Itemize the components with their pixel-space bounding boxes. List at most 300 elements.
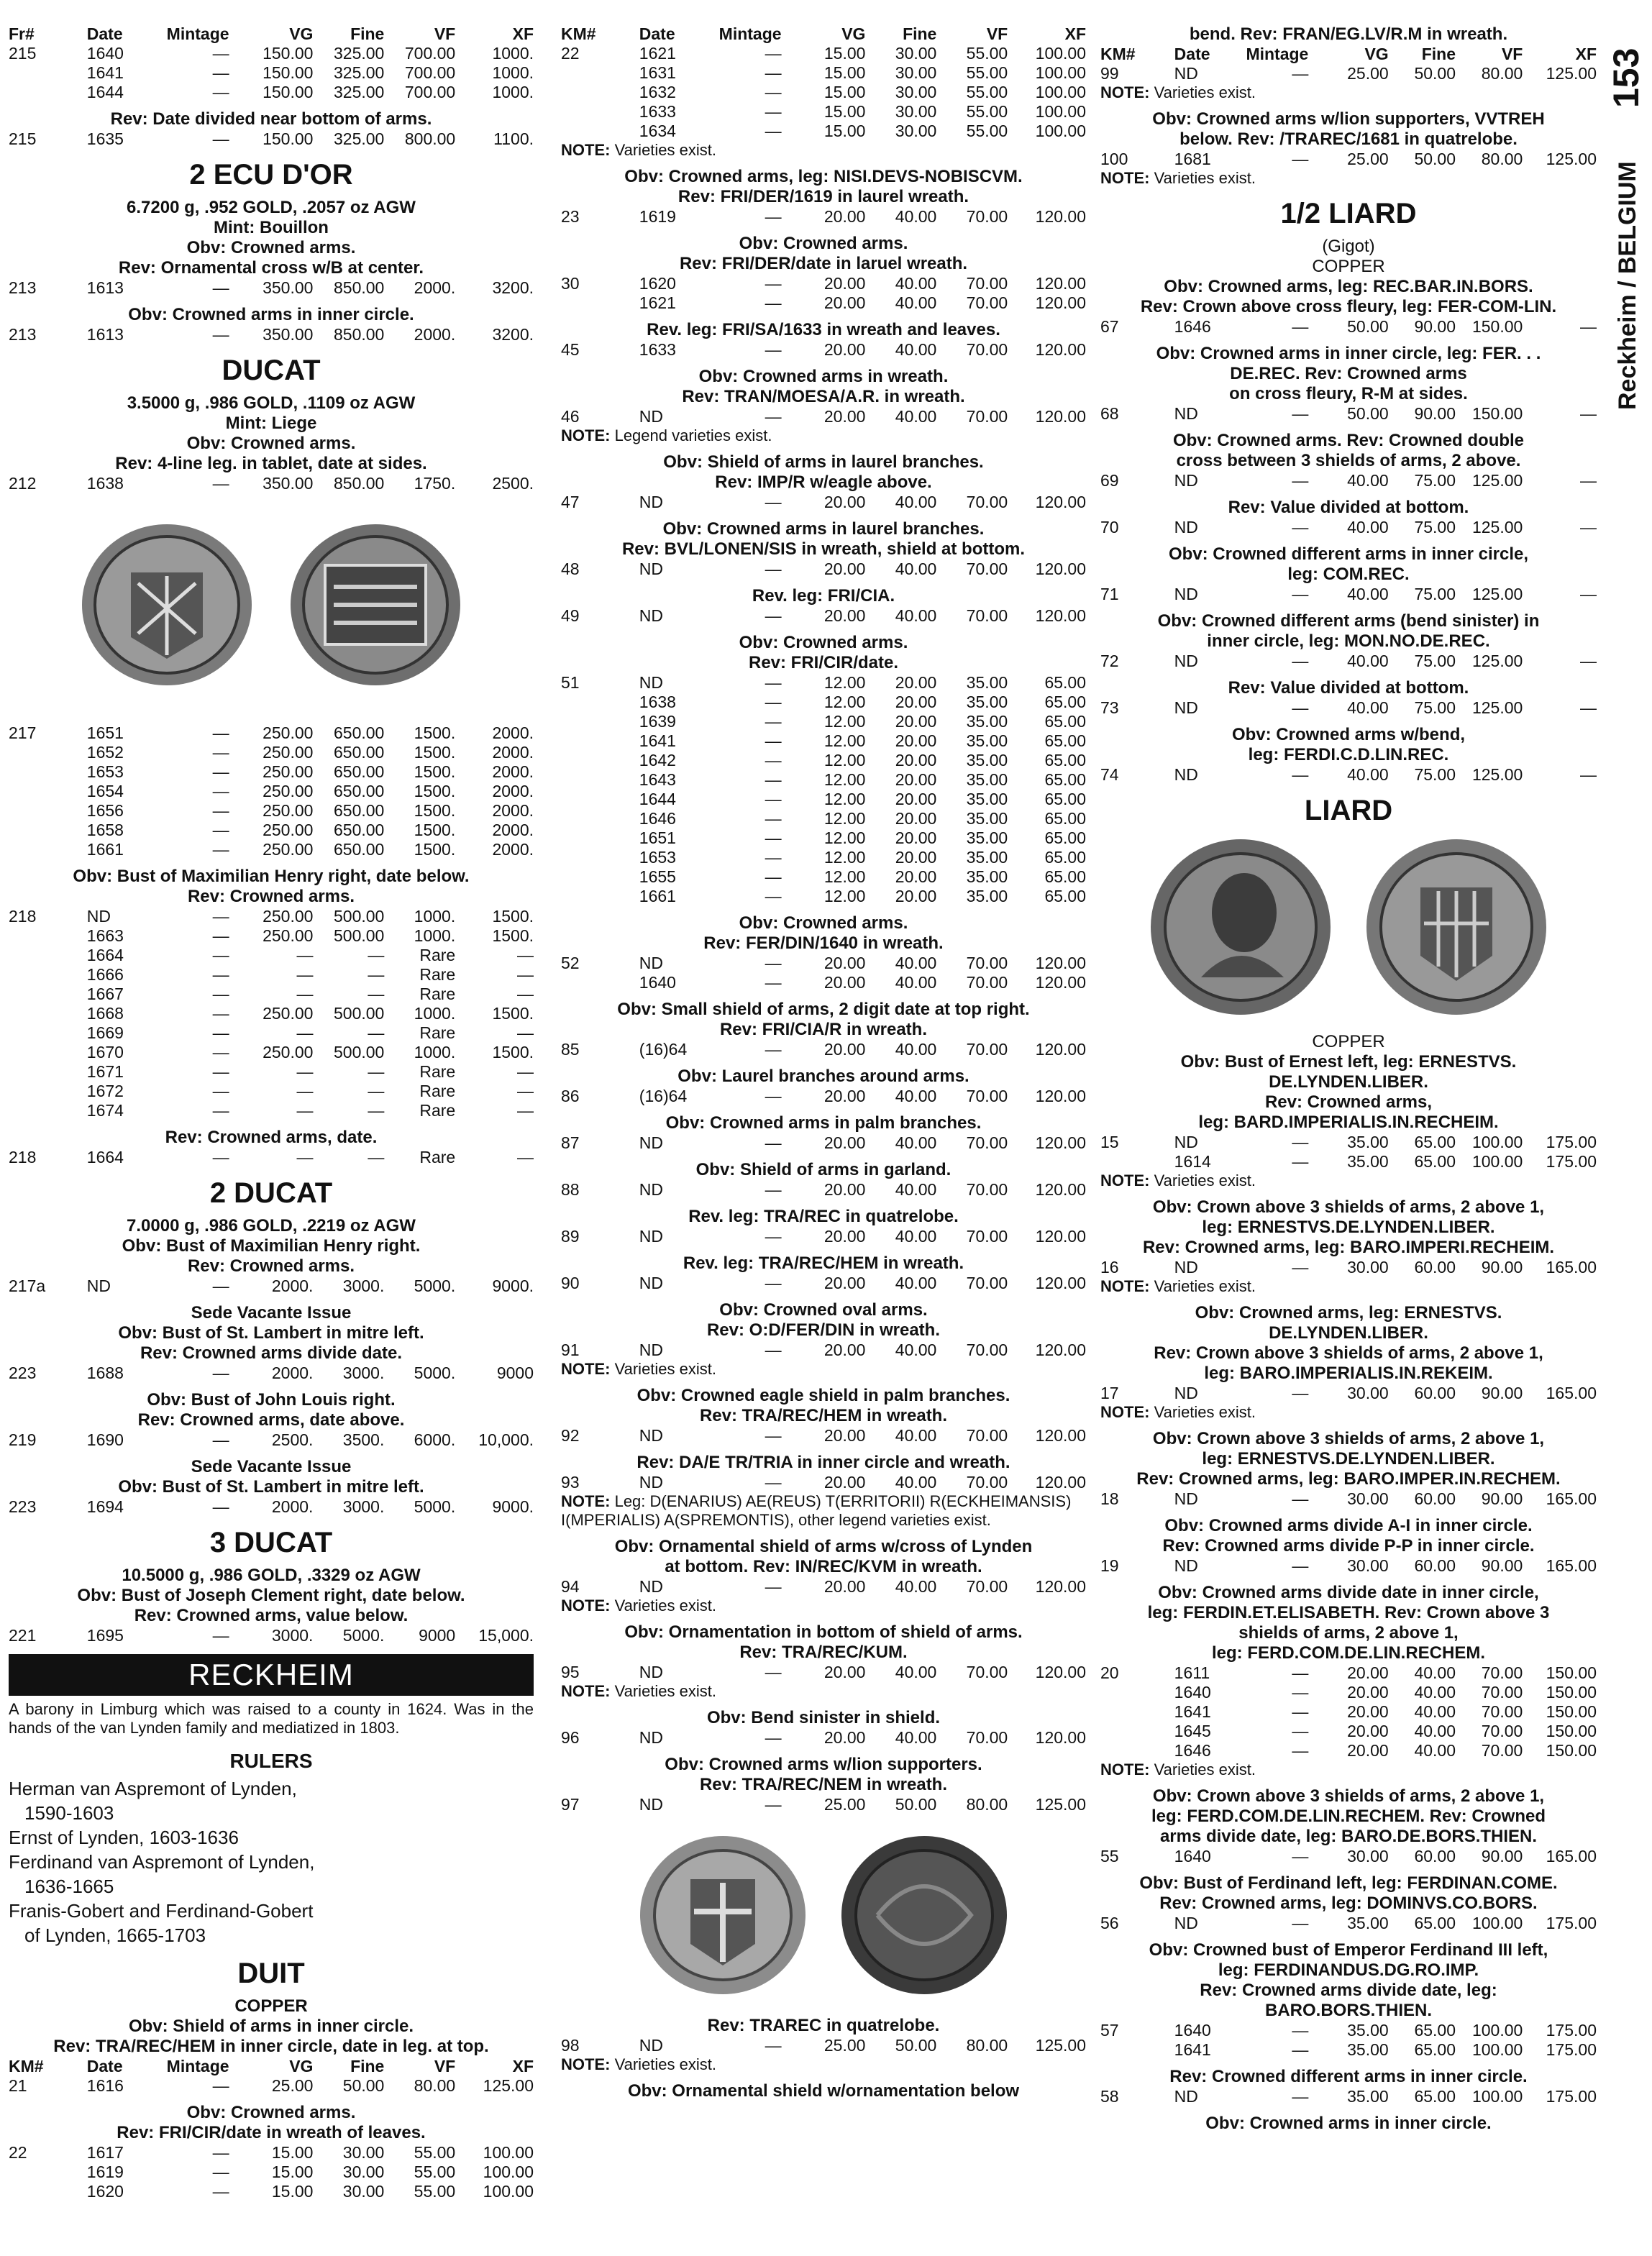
cell-fine: 60.00	[1414, 1258, 1456, 1277]
cell-vf: 90.00	[1481, 1384, 1523, 1402]
caption: Rev: Value divided at bottom.	[1228, 498, 1469, 517]
table-row	[561, 887, 1086, 906]
cell-mintage: —	[212, 782, 229, 800]
caption: cross between 3 shields of arms, 2 above.	[1176, 451, 1521, 470]
cell-date: 1661	[86, 840, 124, 859]
cell-mintage: —	[212, 1148, 229, 1166]
table-row	[561, 731, 1086, 751]
cell-vg: 25.00	[271, 2076, 314, 2095]
table-row	[561, 954, 1086, 973]
caption: Obv: Bend sinister in shield.	[706, 1708, 941, 1727]
cell-fine: 40.00	[895, 1274, 937, 1292]
caption: Obv: Crowned arms.	[739, 633, 908, 652]
table-rows	[561, 2036, 1086, 2055]
cell-vf: 70.00	[966, 1274, 1008, 1292]
note	[1100, 1277, 1597, 1296]
cell-date: 1645	[1174, 1722, 1211, 1740]
denomination-title: 1/2 LIARD	[1280, 198, 1417, 229]
caption: Obv: Bust of Maximilian Henry right, date below.	[73, 867, 470, 886]
cell-fine: 650.00	[333, 840, 385, 859]
note-text: Varieties exist.	[1154, 169, 1256, 187]
cell-date: ND	[639, 1795, 664, 1814]
caption: Rev. leg: FRI/SA/1633 in wreath and leaves.	[647, 320, 1000, 339]
cell-xf: 10,000.	[478, 1430, 534, 1449]
cell-vf: 70.00	[966, 1227, 1008, 1246]
caption: Rev: Crown above 3 shields of arms, 2 above 1,	[1154, 1343, 1543, 1363]
cell-date: 1616	[86, 2076, 124, 2095]
cell-xf: 120.00	[1035, 1087, 1087, 1105]
caption: leg: BARD.IMPERIALIS.IN.RECHEIM.	[1198, 1113, 1499, 1132]
cell-vf: 6000.	[414, 1430, 456, 1449]
cell-mintage: —	[1292, 471, 1309, 490]
cell-date: ND	[639, 1180, 664, 1199]
note-label: NOTE:	[1100, 1760, 1150, 1778]
cell-km	[561, 83, 639, 102]
table-rows	[1100, 518, 1597, 537]
cell-vf: 2000.	[414, 325, 456, 344]
cell-fine: 650.00	[333, 762, 385, 781]
cell-xf: 120.00	[1035, 1728, 1087, 1747]
table-rows	[1100, 585, 1597, 604]
cell-vf: 100.00	[1471, 2021, 1523, 2040]
cell-vf: 70.00	[966, 954, 1008, 972]
cell-vg: 30.00	[1347, 1384, 1389, 1402]
cell-vf: 90.00	[1481, 1847, 1523, 1865]
header-cell-mintage: Mintage	[166, 24, 229, 43]
cell-vf: 35.00	[966, 867, 1008, 886]
cell-vg: 20.00	[1347, 1702, 1389, 1721]
cell-mintage: —	[765, 693, 782, 711]
table-row	[9, 278, 534, 298]
coin-reverse-image	[834, 1829, 1014, 2001]
cell-vf: 90.00	[1481, 1556, 1523, 1575]
cell-vf: 80.00	[1481, 150, 1523, 168]
cell-fine: 40.00	[895, 493, 937, 511]
cell-km: 72	[1100, 652, 1119, 670]
table-row	[9, 1043, 534, 1062]
cell-xf: 175.00	[1546, 2021, 1597, 2040]
cell-km: 67	[1100, 317, 1119, 336]
caption: Rev: FRI/CIA/R in wreath.	[719, 1020, 928, 1039]
cell-km	[561, 693, 639, 712]
header-cell-xf: XF	[512, 24, 534, 43]
cell-xf: 120.00	[1035, 1274, 1087, 1292]
cell-mintage: —	[765, 1227, 782, 1246]
column-1	[9, 24, 534, 2201]
cell-xf: 120.00	[1035, 407, 1087, 426]
caption: Rev: Crowned arms,	[1264, 1092, 1433, 1112]
cell-km	[9, 63, 87, 83]
header-cell-km: KM#	[9, 2057, 44, 2075]
caption: Obv: Crowned oval arms.	[719, 1300, 928, 1320]
note-label: NOTE:	[561, 1492, 611, 1510]
cell-vf: 125.00	[1471, 585, 1523, 603]
cell-mintage: —	[765, 751, 782, 769]
cell-km: 100	[1100, 150, 1128, 168]
cell-date: ND	[639, 1341, 664, 1359]
cell-xf: 120.00	[1035, 1473, 1087, 1492]
cell-km: 94	[561, 1577, 580, 1596]
cell-mintage: —	[212, 965, 229, 984]
cell-date: 1640	[86, 44, 124, 63]
cell-vg: 20.00	[823, 340, 866, 359]
reverse: Rev: Crowned arms, value below.	[134, 1606, 409, 1625]
obverse: Obv: Bust of Maximilian Henry right.	[122, 1236, 421, 1256]
cell-fine: 30.00	[342, 2182, 385, 2201]
cell-fine: 850.00	[333, 325, 385, 344]
cell-date: 1653	[639, 848, 676, 867]
cell-date: ND	[1174, 404, 1198, 423]
cell-vf: 35.00	[966, 887, 1008, 905]
caption: leg: FERD.COM.DE.LIN.RECHEM. Rev: Crowned	[1151, 1807, 1546, 1826]
note-text: Varieties exist.	[614, 1360, 716, 1378]
table-rows	[561, 340, 1086, 360]
cell-km	[1100, 1741, 1174, 1760]
note-text: Varieties exist.	[614, 1597, 716, 1615]
cell-xf: 120.00	[1035, 293, 1087, 312]
cell-fine: 650.00	[333, 723, 385, 742]
cell-mintage: —	[1292, 2040, 1309, 2059]
ruler-line: Ferdinand van Aspremont of Lynden,	[9, 1851, 315, 1873]
cell-fine: 20.00	[895, 867, 937, 886]
cell-vf: 55.00	[966, 63, 1008, 82]
caption: leg: FERDI.C.D.LIN.REC.	[1248, 745, 1449, 764]
caption: Rev: FER/DIN/1640 in wreath.	[703, 933, 944, 953]
cell-fine: 40.00	[895, 293, 937, 312]
cell-mintage: —	[1292, 64, 1309, 83]
cell-fine: 650.00	[333, 821, 385, 839]
cell-vg: 35.00	[1347, 2021, 1389, 2040]
ruler-line: Ernst of Lynden, 1603-1636	[9, 1827, 239, 1848]
header-cell-fine: Fine	[1421, 45, 1456, 63]
cell-vf: Rare	[419, 965, 456, 984]
cell-mintage: —	[765, 274, 782, 293]
cell-vf: 100.00	[1471, 1152, 1523, 1171]
table-row	[9, 1082, 534, 1101]
header-cell-vg: VG	[289, 24, 314, 43]
note-label: NOTE:	[561, 141, 611, 159]
cell-mintage: —	[1292, 585, 1309, 603]
table-row	[561, 751, 1086, 770]
cell-fine: 500.00	[333, 1043, 385, 1061]
cell-xf: —	[517, 1062, 534, 1081]
cell-fine: 650.00	[333, 743, 385, 762]
cell-mintage: —	[1292, 1741, 1309, 1760]
cell-date: 1653	[86, 762, 124, 781]
header-cell-vf: VF	[986, 24, 1008, 43]
cell-fine: —	[368, 946, 385, 964]
table-row	[1100, 2040, 1597, 2060]
note	[561, 1597, 1086, 1615]
cell-date: ND	[1174, 1556, 1198, 1575]
cell-date: ND	[1174, 64, 1198, 83]
cell-date: ND	[1174, 1133, 1198, 1151]
table-row	[561, 1728, 1086, 1748]
table-rows	[1100, 317, 1597, 337]
cell-mintage: —	[1292, 1489, 1309, 1508]
cell-xf: 175.00	[1546, 1133, 1597, 1151]
cell-date: 1613	[86, 278, 124, 297]
cell-km: 92	[561, 1426, 580, 1445]
cell-vg: 35.00	[1347, 1133, 1389, 1151]
table-row	[561, 1795, 1086, 1814]
cell-vg: 15.00	[823, 122, 866, 140]
cell-km: 223	[9, 1497, 37, 1516]
cell-fine: 3000.	[342, 1364, 385, 1382]
cell-vg: —	[296, 1023, 314, 1042]
cell-date: 1641	[1174, 1702, 1211, 1721]
table-row	[561, 1180, 1086, 1200]
caption: Rev: Crowned arms, leg: DOMINVS.CO.BORS.	[1159, 1894, 1538, 1913]
cell-xf: —	[1580, 585, 1597, 603]
cell-mintage: —	[212, 2163, 229, 2181]
cell-date: 1667	[86, 985, 124, 1003]
caption: Obv: Crowned arms, leg: REC.BAR.IN.BORS.	[1164, 277, 1533, 296]
cell-vg: 25.00	[1347, 64, 1389, 83]
cell-mintage: —	[212, 946, 229, 964]
cell-km: 58	[1100, 2087, 1119, 2106]
cell-fine: 40.00	[895, 1426, 937, 1445]
cell-date: ND	[1174, 1914, 1198, 1932]
cell-km: 48	[561, 560, 580, 578]
note	[561, 1682, 1086, 1701]
cell-vf: 700.00	[404, 63, 456, 82]
cell-date: 1613	[86, 325, 124, 344]
caption: leg: ERNESTVS.DE.LYNDEN.LIBER.	[1202, 1449, 1495, 1469]
cell-xf: 65.00	[1044, 809, 1087, 828]
cell-vf: 35.00	[966, 828, 1008, 847]
cell-mintage: —	[765, 1473, 782, 1492]
cell-vf: 35.00	[966, 751, 1008, 769]
cell-vf: 1500.	[414, 743, 456, 762]
cell-km: 213	[9, 325, 37, 344]
cell-vg: 20.00	[823, 1087, 866, 1105]
cell-km: 215	[9, 44, 37, 63]
table-rows	[561, 1795, 1086, 1814]
table-row	[561, 1663, 1086, 1682]
cell-vf: 125.00	[1471, 765, 1523, 784]
cell-mintage: —	[765, 2036, 782, 2055]
cell-km: 213	[9, 278, 37, 297]
cell-vf: 125.00	[1471, 698, 1523, 717]
table-row	[1100, 471, 1597, 490]
cell-date: ND	[86, 1277, 111, 1295]
table-row	[9, 83, 534, 102]
cell-xf: 165.00	[1546, 1384, 1597, 1402]
cell-vg: 20.00	[823, 493, 866, 511]
obverse: Obv: Crowned arms.	[186, 238, 356, 257]
reverse: Rev: TRA/REC/HEM in inner circle, date in leg. at top.	[53, 2037, 489, 2056]
cell-xf: —	[1580, 765, 1597, 784]
cell-vg: 30.00	[1347, 1258, 1389, 1277]
cell-vg: 15.00	[823, 44, 866, 63]
cell-date: 1633	[639, 340, 676, 359]
table-rows	[561, 1663, 1086, 1682]
table-rows	[561, 1577, 1086, 1597]
column-3	[1100, 24, 1597, 2134]
cell-xf: 1000.	[492, 83, 534, 101]
coin-obverse-image	[1144, 834, 1338, 1020]
cell-xf: 9000	[496, 1364, 534, 1382]
cell-date: 1638	[86, 474, 124, 493]
column-2	[561, 24, 1086, 2101]
cell-vf: 80.00	[966, 2036, 1008, 2055]
table-row	[561, 770, 1086, 790]
cell-date: 1668	[86, 1004, 124, 1023]
cell-mintage: —	[212, 801, 229, 820]
note	[1100, 169, 1597, 188]
table-row	[561, 1087, 1086, 1106]
table-row	[1100, 1847, 1597, 1866]
cell-date: 1640	[1174, 2021, 1211, 2040]
cell-vg: 35.00	[1347, 2087, 1389, 2106]
cell-xf: 1500.	[492, 1004, 534, 1023]
table-rows	[561, 1473, 1086, 1492]
table-row	[561, 2036, 1086, 2055]
ruler-line: of Lynden, 1665-1703	[24, 1924, 206, 1946]
caption: BARO.BORS.THIEN.	[1264, 2001, 1432, 2020]
caption: DE.REC. Rev: Crowned arms	[1230, 364, 1467, 383]
cell-mintage: —	[1292, 1384, 1309, 1402]
cell-mintage: —	[765, 1040, 782, 1059]
cell-mintage: —	[212, 907, 229, 926]
table-row	[9, 985, 534, 1004]
cell-km: 70	[1100, 518, 1119, 536]
table-rows	[9, 2076, 534, 2096]
cell-fine: 60.00	[1414, 1847, 1456, 1865]
cell-date: ND	[639, 493, 664, 511]
cell-vf: 1000.	[414, 907, 456, 926]
table-row	[561, 274, 1086, 293]
caption: DE.LYNDEN.LIBER.	[1269, 1072, 1428, 1092]
table-rows	[1100, 150, 1597, 169]
cell-xf: 65.00	[1044, 828, 1087, 847]
table-row	[1100, 150, 1597, 169]
cell-xf: 120.00	[1035, 954, 1087, 972]
table-row	[561, 1341, 1086, 1360]
cell-vg: 15.00	[823, 83, 866, 101]
cell-km: 30	[561, 274, 580, 293]
cell-xf: 120.00	[1035, 606, 1087, 625]
table-rows	[561, 1087, 1086, 1106]
cell-km	[561, 63, 639, 83]
cell-mintage: —	[765, 63, 782, 82]
cell-xf: 2000.	[492, 801, 534, 820]
cell-mintage: —	[212, 44, 229, 63]
cell-vf: 100.00	[1471, 1133, 1523, 1151]
cell-xf: —	[517, 946, 534, 964]
coin-photo-duit	[561, 1829, 1086, 2001]
header-cell-xf: XF	[1575, 45, 1597, 63]
table-row	[9, 926, 534, 946]
table-rows	[9, 325, 534, 344]
note-text: Legend varieties exist.	[614, 426, 772, 444]
cell-fine: 75.00	[1414, 652, 1456, 670]
cell-date: 1640	[639, 973, 676, 992]
caption: below. Rev: /TRAREC/1681 in quatrelobe.	[1179, 129, 1518, 149]
cell-xf: 125.00	[1035, 1795, 1087, 1814]
cell-km: 217	[9, 723, 37, 742]
caption: Rev: TRA/REC/HEM in wreath.	[699, 1406, 948, 1425]
coin-obverse-image	[73, 515, 260, 695]
cell-vf: 70.00	[966, 606, 1008, 625]
cell-mintage: —	[212, 325, 229, 344]
cell-date: 1633	[639, 102, 676, 121]
cell-fine: 20.00	[895, 751, 937, 769]
cell-date: 1672	[86, 1082, 124, 1100]
cell-vg: —	[296, 965, 314, 984]
cell-date: 1646	[1174, 1741, 1211, 1760]
cell-xf: 100.00	[1035, 102, 1087, 121]
table-row	[1100, 1258, 1597, 1277]
cell-fine: 60.00	[1414, 1556, 1456, 1575]
cell-xf: —	[517, 1023, 534, 1042]
table-row	[561, 973, 1086, 992]
cell-mintage: —	[1292, 1663, 1309, 1682]
cell-date: 1641	[1174, 2040, 1211, 2059]
caption: Obv: Crowned arms, leg: NISI.DEVS-NOBISCVM.	[624, 167, 1023, 186]
cell-vf: 70.00	[966, 1040, 1008, 1059]
caption: Obv: Crowned arms.	[186, 2103, 356, 2122]
cell-vf: 1000.	[414, 926, 456, 945]
header-cell-km: KM#	[1100, 45, 1136, 63]
cell-km: 212	[9, 474, 37, 493]
running-header	[1605, 22, 1648, 424]
cell-vf: 5000.	[414, 1277, 456, 1295]
cell-fine: 3000.	[342, 1277, 385, 1295]
table-row	[1100, 1722, 1597, 1741]
cell-km	[561, 973, 639, 992]
caption: leg: FERD.COM.DE.LIN.RECHEM.	[1211, 1643, 1485, 1663]
cell-date: 1619	[639, 207, 676, 226]
caption: Obv: Bust of Ernest left, leg: ERNESTVS.	[1180, 1052, 1517, 1072]
cell-fine: 40.00	[1414, 1702, 1456, 1721]
cell-vf: 70.00	[966, 274, 1008, 293]
cell-xf: —	[1580, 404, 1597, 423]
table-rows	[561, 1274, 1086, 1293]
cell-vf: 55.00	[966, 122, 1008, 140]
cell-date: ND	[639, 2036, 664, 2055]
cell-mintage: —	[212, 1626, 229, 1645]
cell-fine: 40.00	[895, 274, 937, 293]
header-cell-vf: VF	[434, 24, 456, 43]
cell-km: 47	[561, 493, 580, 511]
denomination-title: 2 DUCAT	[209, 1177, 333, 1209]
caption: Obv: Crown above 3 shields of arms, 2 above 1,	[1152, 1429, 1545, 1448]
cell-date: 1632	[639, 83, 676, 101]
cell-mintage: —	[1292, 518, 1309, 536]
cell-km	[9, 2182, 87, 2201]
cell-date: 1639	[639, 712, 676, 731]
cell-date: 1661	[639, 887, 676, 905]
table-header	[1100, 45, 1597, 64]
cell-mintage: —	[212, 985, 229, 1003]
cell-date: 1646	[639, 809, 676, 828]
cell-km: 219	[9, 1430, 37, 1449]
cell-km: 91	[561, 1341, 580, 1359]
header-cell-date: Date	[639, 24, 675, 43]
cell-fine: 50.00	[895, 2036, 937, 2055]
cell-mintage: —	[212, 1023, 229, 1042]
cell-date: 1631	[639, 63, 676, 82]
table-row	[9, 1004, 534, 1023]
cell-date: ND	[639, 954, 664, 972]
cell-km: 217a	[9, 1277, 46, 1295]
cell-vf: 55.00	[966, 83, 1008, 101]
table-row	[9, 1497, 534, 1517]
cell-xf: 125.00	[1035, 2036, 1087, 2055]
cell-fine: 75.00	[1414, 471, 1456, 490]
